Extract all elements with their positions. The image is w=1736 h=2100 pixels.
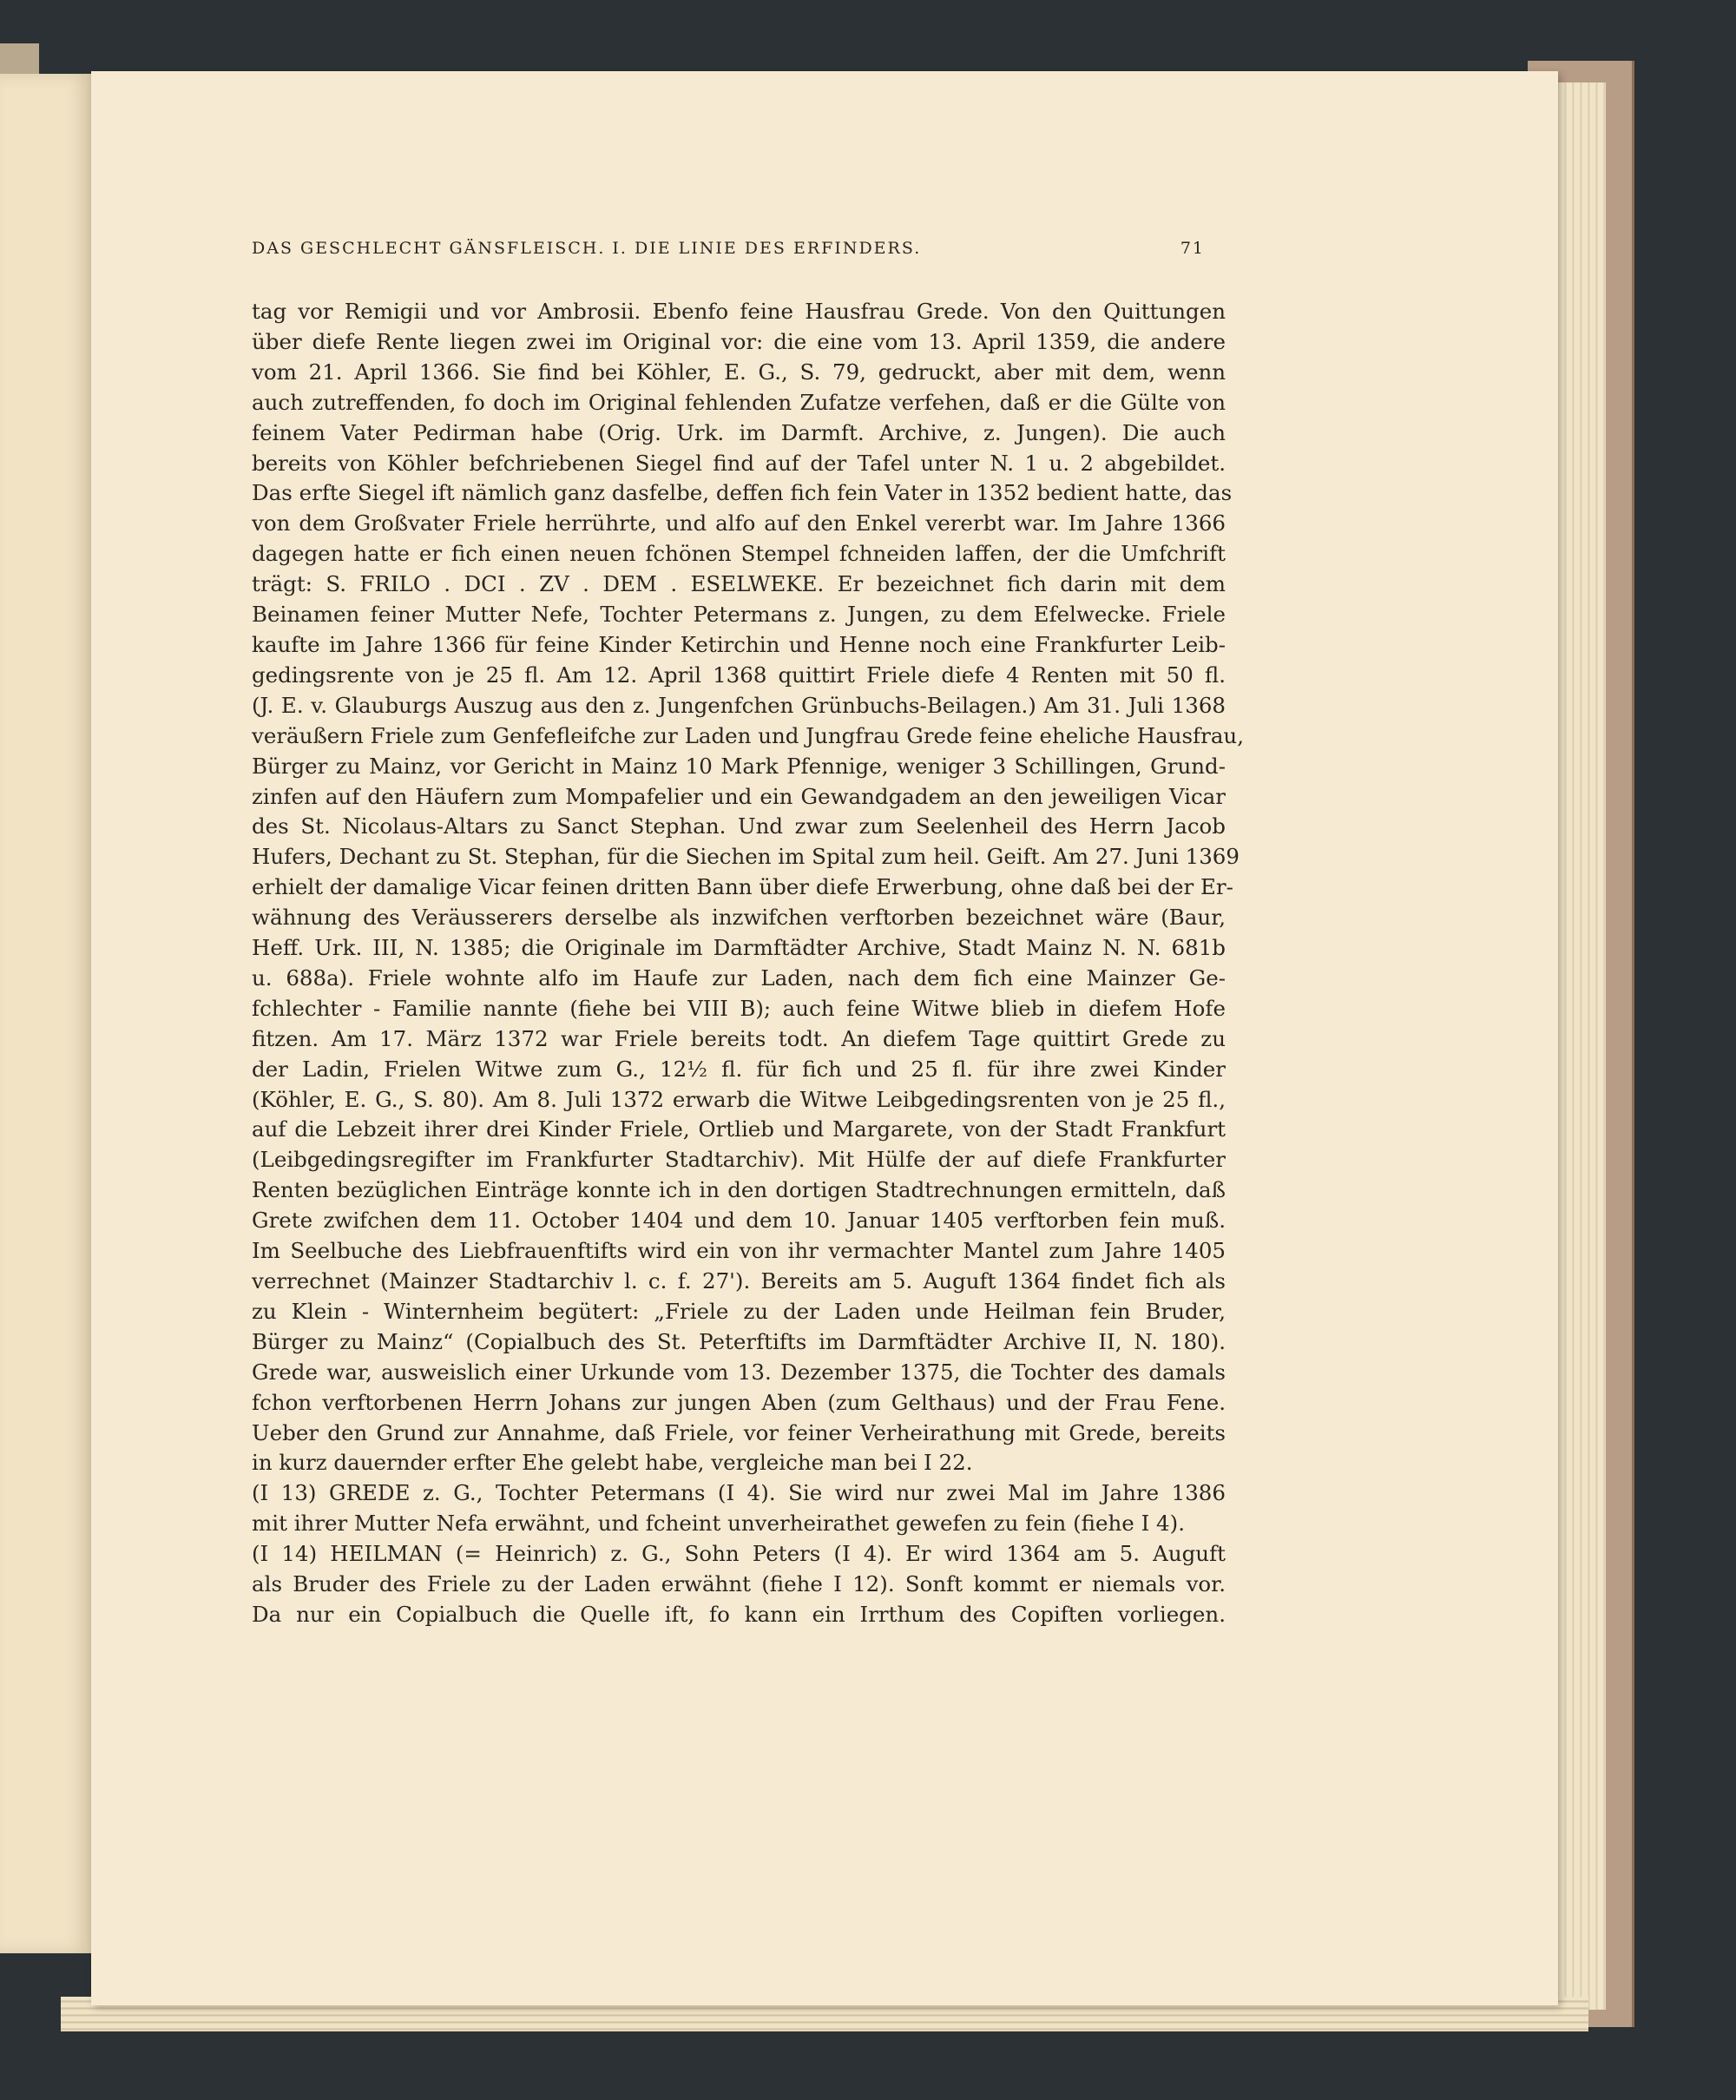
text-line: Bürger zu Mainz“ (Copialbuch des St. Peterftifts im Darmftädter Archive II, N. 180). [252,1328,1226,1354]
text-line: Grete zwifchen dem 11. October 1404 und dem 10. Januar 1405 verftorben fein muß. [252,1208,1226,1234]
text-line: als Bruder des Friele zu der Laden erwähnt (fiehe I 12). Sonft kommt er niemals vor. [252,1571,1226,1597]
text-line: (I 14) HEILMAN (= Heinrich) z. G., Sohn Peters (I 4). Er wird 1364 am 5. Auguft [252,1541,1226,1567]
text-line: dagegen hatte er fich einen neuen fchönen Stempel fchneiden laffen, der die Umfchrift [252,541,1226,567]
text-line: fitzen. Am 17. März 1372 war Friele bereits todt. An diefem Tage quittirt Grede zu [252,1025,1226,1051]
text-line: (Köhler, E. G., S. 80). Am 8. Juli 1372 erwarb die Witwe Leibgedingsrenten von je 25 fl., [252,1086,1226,1112]
text-line: Hufers, Dechant zu St. Stephan, für die Siechen im Spital zum heil. Geift. Am 27. Juni 1369 [252,844,1240,870]
text-line: wähnung des Veräusserers derselbe als inzwifchen verftorben bezeichnet wäre (Baur, [252,905,1226,931]
body-text [252,297,1244,1630]
text-line: u. 688a). Friele wohnte alfo im Haufe zur Laden, nach dem fich eine Mainzer Ge- [252,964,1226,991]
text-line: feinem Vater Pedirman habe (Orig. Urk. im Darmft. Archive, z. Jungen). Die auch [252,419,1226,445]
text-line: in kurz dauernder erfter Ehe gelebt habe, vergleiche man bei I 22. [252,1450,973,1476]
text-line: Im Seelbuche des Liebfrauenftifts wird ein von ihr vermachter Mantel zum Jahre 1405 [252,1238,1226,1264]
text-line: Bürger zu Mainz, vor Gericht in Mainz 10 Mark Pfennige, weniger 3 Schillingen, Grund- [252,753,1226,779]
text-line: fchon verftorbenen Herrn Johans zur jungen Aben (zum Gelthaus) und der Frau Fene. [252,1389,1226,1415]
text-line: erhielt der damalige Vicar feinen dritten Bann über diefe Erwerbung, ohne daß bei der Er- [252,874,1233,900]
page-number: 71 [1180,239,1205,258]
running-head-title: DAS GESCHLECHT GÄNSFLEISCH. I. DIE LINIE DES ERFINDERS. [252,239,922,258]
text-line: verrechnet (Mainzer Stadtarchiv l. c. f. 27'). Bereits am 5. Auguft 1364 findet fich als [252,1268,1226,1294]
text-line: (I 13) GREDE z. G., Tochter Petermans (I 4). Sie wird nur zwei Mal im Jahre 1386 [252,1480,1226,1506]
text-line: veräußern Friele zum Genfefleifche zur Laden und Jungfrau Grede feine eheliche Hausfrau, [252,722,1244,748]
text-line: fchlechter - Familie nannte (fiehe bei VIII B); auch feine Witwe blieb in diefem Hofe [252,995,1226,1021]
text-line: tag vor Remigii und vor Ambrosii. Ebenfo feine Hausfrau Grede. Von den Quittungen [252,299,1226,324]
text-line: der Ladin, Frielen Witwe zum G., 12½ fl. für fich und 25 fl. für ihre zwei Kinder [252,1056,1226,1082]
text-line: von dem Großvater Friele herrührte, und alfo auf den Enkel vererbt war. Im Jahre 1366 [252,510,1226,537]
text-line: zinfen auf den Häufern zum Mompafelier und ein Gewandgadem an den jeweiligen Vicar [252,783,1226,809]
text-line: Beinamen feiner Mutter Nefe, Tochter Petermans z. Jungen, zu dem Efelwecke. Friele [252,602,1226,628]
text-line: auf die Lebzeit ihrer drei Kinder Friele, Ortlieb und Margarete, von der Stadt Frankfurt [252,1116,1226,1142]
text-line: Das erfte Siegel ift nämlich ganz dasfelbe, deffen fich fein Vater in 1352 bedient hatte, das [252,480,1233,506]
text-line: Grede war, ausweislich einer Urkunde vom 13. Dezember 1375, die Tochter des damals [252,1359,1226,1385]
text-line: zu Klein - Winternheim begütert: „Friele zu der Laden unde Heilman fein Bruder, [252,1298,1226,1324]
text-line: Da nur ein Copialbuch die Quelle ift, fo kann ein Irrthum des Copiften vorliegen. [252,1601,1226,1627]
text-line: (J. E. v. Glauburgs Auszug aus den z. Jungenfchen Grünbuchs-Beilagen.) Am 31. Juli 1368 [252,692,1226,718]
text-line: auch zutreffenden, fo doch im Original fehlenden Zufatze verfehen, daß er die Gülte von [252,389,1226,415]
text-line: über diefe Rente liegen zwei im Original vor: die eine vom 13. April 1359, die andere [252,328,1226,354]
text-line: Renten bezüglichen Einträge konnte ich in den dortigen Stadtrechnungen ermitteln, daß [252,1177,1226,1203]
text-line: Heff. Urk. III, N. 1385; die Originale im Darmftädter Archive, Stadt Mainz N. N. 681b [252,935,1226,961]
left-page-edge [0,74,93,1953]
text-line: (Leibgedingsregifter im Frankfurter Stadtarchiv). Mit Hülfe der auf diefe Frankfurter [252,1147,1226,1173]
text-line: bereits von Köhler befchriebenen Siegel find auf der Tafel unter N. 1 u. 2 abgebildet. [252,450,1226,476]
text-line: gedingsrente von je 25 fl. Am 12. April 1368 quittirt Friele diefe 4 Renten mit 50 fl. [252,662,1226,688]
text-line: kaufte im Jahre 1366 für feine Kinder Ketirchin und Henne noch eine Frankfurter Leib- [252,631,1226,657]
text-line: trägt: S. FRILO . DCI . ZV . DEM . ESELWEKE. Er bezeichnet fich darin mit dem [252,571,1226,597]
text-line: des St. Nicolaus-Altars zu Sanct Stephan. Und zwar zum Seelenheil des Herrn Jacob [252,813,1226,839]
text-line: mit ihrer Mutter Nefa erwähnt, und fcheint unverheirathet gewefen zu fein (fiehe I 4). [252,1511,1185,1537]
text-line: Ueber den Grund zur Annahme, daß Friele, vor feiner Verheirathung mit Grede, bereits [252,1419,1226,1445]
text-line: vom 21. April 1366. Sie find bei Köhler, E. G., S. 79, gedruckt, aber mit dem, wenn [252,359,1226,385]
